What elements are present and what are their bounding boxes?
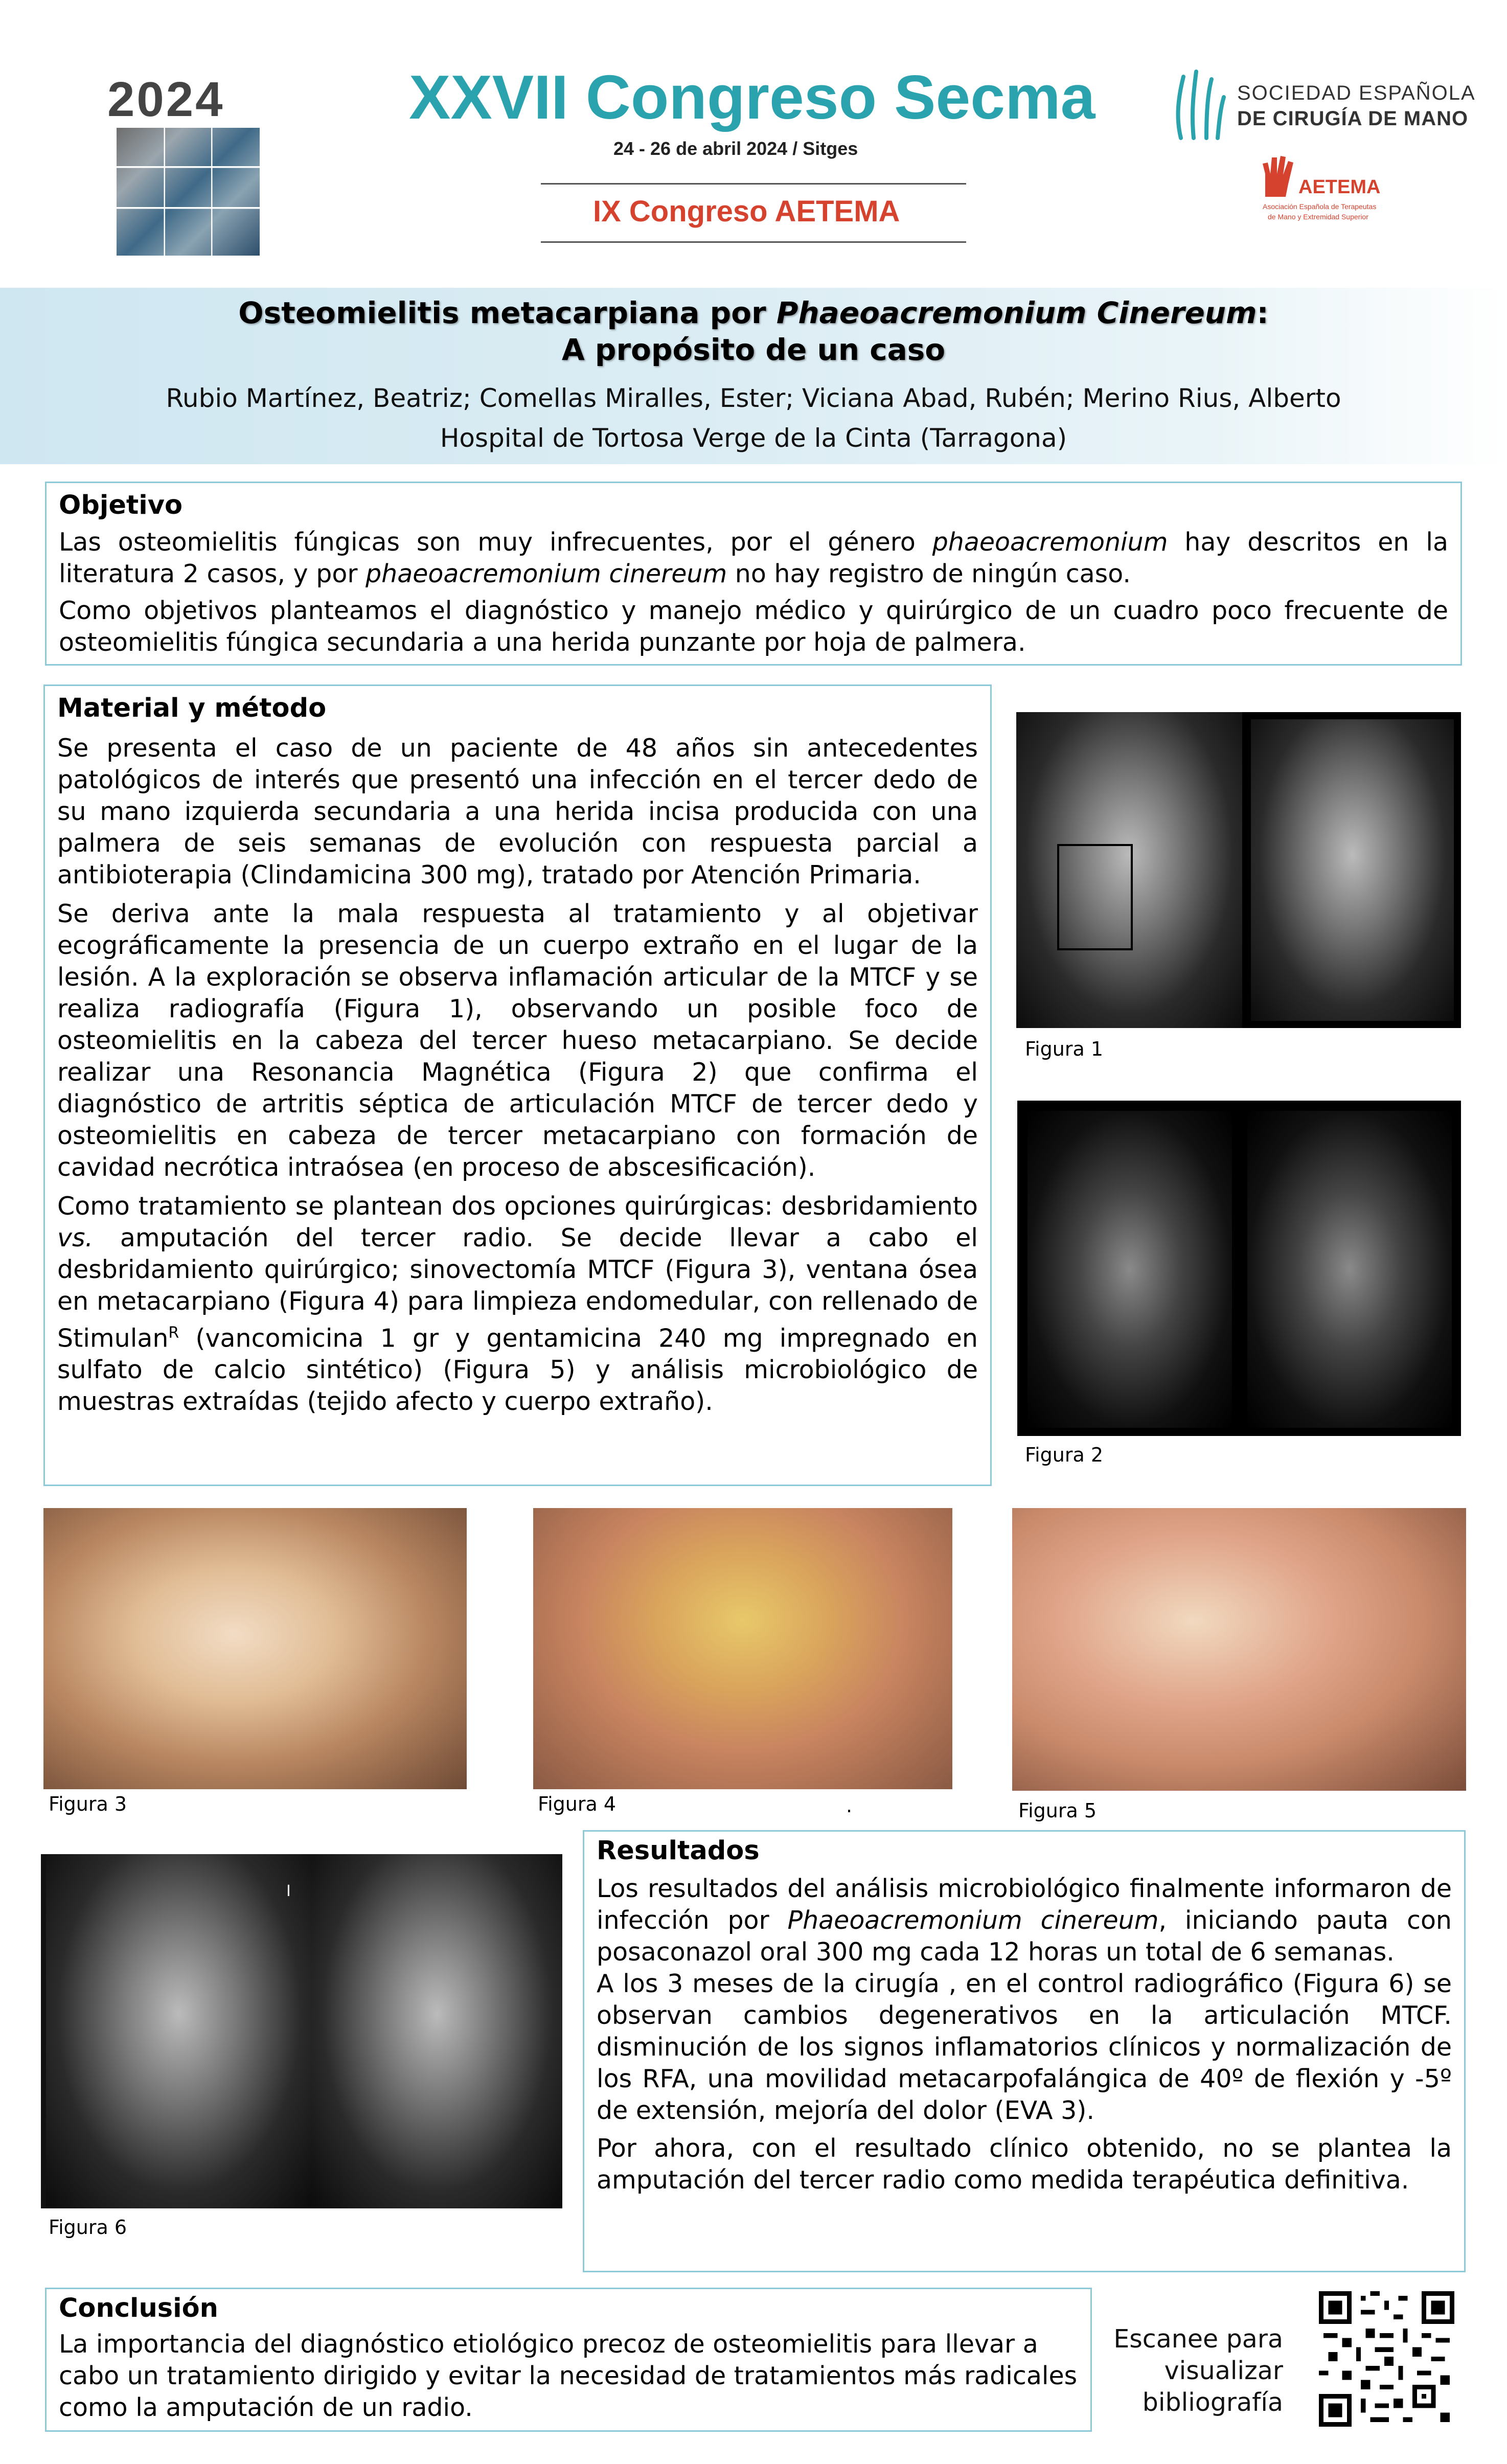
qr-code[interactable]	[1319, 2291, 1454, 2427]
resultados-section	[583, 1830, 1466, 2272]
material-section	[43, 685, 992, 1486]
secma-hand-icon	[1171, 66, 1227, 143]
figure-3-image	[43, 1508, 467, 1789]
header-divider-bottom	[541, 241, 966, 243]
figure-5-image	[1012, 1508, 1466, 1791]
secma-logo-line2: DE CIRUGÍA DE MANO	[1237, 107, 1469, 130]
material-paragraph-2: Se deriva ante la mala respuesta al tratamiento y al objetivar ecográficamente la presencia de un cuerpo extraño en el lugar de la lesión. A la exploración se observa inflamación articular de la MTCF y se realiza radiografía (Figura 1), observando un posible foco de osteomielitis en la cabeza del tercer hueso metacarpiano. Se decide realizar una Resonancia Magnética (Figura 2) que confirma el diagnóstico de artritis séptica de articulación MTCF de tercer dedo y osteomielitis en cabeza de tercer metacarpiano con formación de cavidad necrótica intraósea (en proceso de abscesificación).	[57, 899, 978, 1182]
figure-6-image	[41, 1854, 562, 2208]
collage-image	[117, 128, 260, 256]
secma-logo-line1: SOCIEDAD ESPAÑOLA	[1237, 82, 1476, 104]
figure-2-mri-right	[1247, 1111, 1452, 1428]
text-segment: amputación del tercer radio. Se decide llevar a cabo el desbridamiento quirúrgico; sinovectomía MTCF (Figura 3), ventana ósea en metacarpiano (Figura 4) para limpieza endomedular, con rellenado de Stimulan	[57, 1223, 978, 1353]
text-segment: Phaeoacremonium cinereum	[787, 1906, 1159, 1935]
hospital: Hospital de Tortosa Verge de la Cinta (Tarragona)	[440, 423, 1067, 453]
title-line-1-post: :	[1257, 295, 1269, 330]
text-segment: Como tratamiento se plantean dos opciones quirúrgicas: desbridamiento	[57, 1192, 978, 1221]
figure-1-zoom-box	[1057, 844, 1133, 950]
text-segment: phaeoacremonium	[932, 528, 1168, 557]
title-line-1	[0, 294, 1507, 331]
figure-4-caption: Figura 4	[538, 1793, 616, 1815]
objetivo-paragraph-1	[59, 527, 1448, 590]
figure-2-image	[1017, 1101, 1461, 1436]
figure-6-xray-right	[312, 1854, 562, 2208]
text-segment: phaeoacremonium cinereum	[366, 559, 727, 588]
conclusion-text: La importancia del diagnóstico etiológico precoz de osteomielitis para llevar a cabo un tratamiento dirigido y evitar la necesidad de tratamientos más radicales como la amputación de un radio.	[59, 2330, 1078, 2422]
objetivo-heading: Objetivo	[59, 490, 183, 520]
resultados-heading: Resultados	[597, 1836, 760, 1866]
resultados-paragraph-1	[597, 1873, 1452, 1968]
authors: Rubio Martínez, Beatriz; Comellas Miralles, Ester; Viciana Abad, Rubén; Merino Rius, Alberto	[166, 383, 1341, 413]
year-label: 2024	[107, 72, 225, 127]
header-divider-top	[541, 183, 966, 185]
year-collage	[102, 66, 261, 256]
text-segment: Las osteomielitis fúngicas son muy infrecuentes, por el género	[59, 528, 932, 557]
figure-2-caption: Figura 2	[1025, 1444, 1104, 1466]
conclusion-heading: Conclusión	[59, 2293, 218, 2323]
text-segment: R	[168, 1324, 179, 1342]
qr-caption	[1099, 2323, 1283, 2419]
resultados-paragraph-3: Por ahora, con el resultado clínico obtenido, no se plantea la amputación del tercer radio como medida terapéutica definitiva.	[597, 2134, 1452, 2195]
aetema-logo-text: AETEMA	[1298, 176, 1381, 198]
subcongress-title: IX Congreso AETEMA	[593, 195, 900, 228]
figure-3-caption: Figura 3	[49, 1793, 127, 1815]
aetema-logo-sub1: Asociación Española de Terapeutas	[1263, 202, 1377, 211]
text-segment: hay descritos en la literatura 2 casos, y por	[59, 528, 1448, 588]
figure-1-zoom-detail	[1249, 717, 1456, 1023]
qr-code-icon	[1319, 2291, 1454, 2427]
aetema-logo	[1247, 153, 1421, 225]
text-segment: , iniciando pauta con posaconazol oral 300 mg cada 12 horas un total de 6 semanas.	[597, 1906, 1452, 1967]
figure-1-caption: Figura 1	[1025, 1038, 1104, 1060]
text-segment: (vancomicina 1 gr y gentamicina 240 mg impregnado en sulfato de calcio sintético) (Figura 5) y análisis microbiológico de muestras extraídas (tejido afecto y cuerpo extraño).	[57, 1324, 978, 1417]
congress-title: XXVII Congreso Secma	[409, 62, 1095, 132]
figure-1-image	[1016, 712, 1461, 1028]
resultados-paragraph-2: A los 3 meses de la cirugía , en el control radiográfico (Figura 6) se observan cambios degenerativos en la articulación MTCF. disminución de los signos inflamatorios clínicos y normalización de los RFA, una movilidad metacarpofalángica de 40º de flexión y -5º de extensión, mejoría del dolor (EVA 3).	[597, 1969, 1452, 2125]
material-heading: Material y método	[57, 693, 327, 723]
qr-caption-line-2: visualizar	[1164, 2356, 1283, 2385]
figure-4-image	[533, 1508, 952, 1789]
objetivo-paragraph-2: Como objetivos planteamos el diagnóstico y manejo médico y quirúrgico de un cuadro poco frecuente de osteomielitis fúngica secundaria a una herida punzante por hoja de palmera.	[59, 596, 1448, 657]
congress-dates: 24 - 26 de abril 2024 / Sitges	[613, 138, 858, 159]
figure-6-caption: Figura 6	[49, 2216, 127, 2239]
aetema-hand-icon	[1258, 153, 1298, 199]
material-paragraph-3	[57, 1191, 978, 1418]
secma-logo	[1171, 66, 1477, 143]
qr-caption-line-1: Escanee para	[1113, 2324, 1283, 2354]
title-line-1-pre: Osteomielitis metacarpiana por	[238, 295, 777, 330]
figure-2-mri-left	[1028, 1111, 1232, 1428]
figure-4-dot: .	[846, 1794, 853, 1817]
figure-5-caption: Figura 5	[1018, 1799, 1097, 1822]
figure-6-mark: I	[286, 1882, 291, 1900]
qr-caption-line-3: bibliografía	[1142, 2388, 1283, 2417]
title-line-2: A propósito de un caso	[561, 332, 946, 367]
title-line-1-italic: Phaeoacremonium Cinereum	[776, 295, 1257, 330]
objetivo-section	[45, 482, 1462, 666]
text-segment: Los resultados del análisis microbiológico finalmente informaron de infección por	[597, 1874, 1452, 1935]
conclusion-section	[45, 2288, 1092, 2432]
text-segment: no hay registro de ningún caso.	[727, 559, 1131, 588]
aetema-logo-sub2: de Mano y Extremidad Superior	[1268, 213, 1368, 221]
text-segment: vs.	[57, 1223, 94, 1252]
figure-6-xray-left	[46, 1854, 312, 2208]
poster-title	[0, 294, 1507, 368]
material-paragraph-1: Se presenta el caso de un paciente de 48 años sin antecedentes patológicos de interés que presentó una infección en el tercer dedo de su mano izquierda secundaria a una herida incisa producida con una palmera de seis semanas de evolución con respuesta parcial a antibioterapia (Clindamicina 300 mg), tratado por Atención Primaria.	[57, 734, 978, 889]
